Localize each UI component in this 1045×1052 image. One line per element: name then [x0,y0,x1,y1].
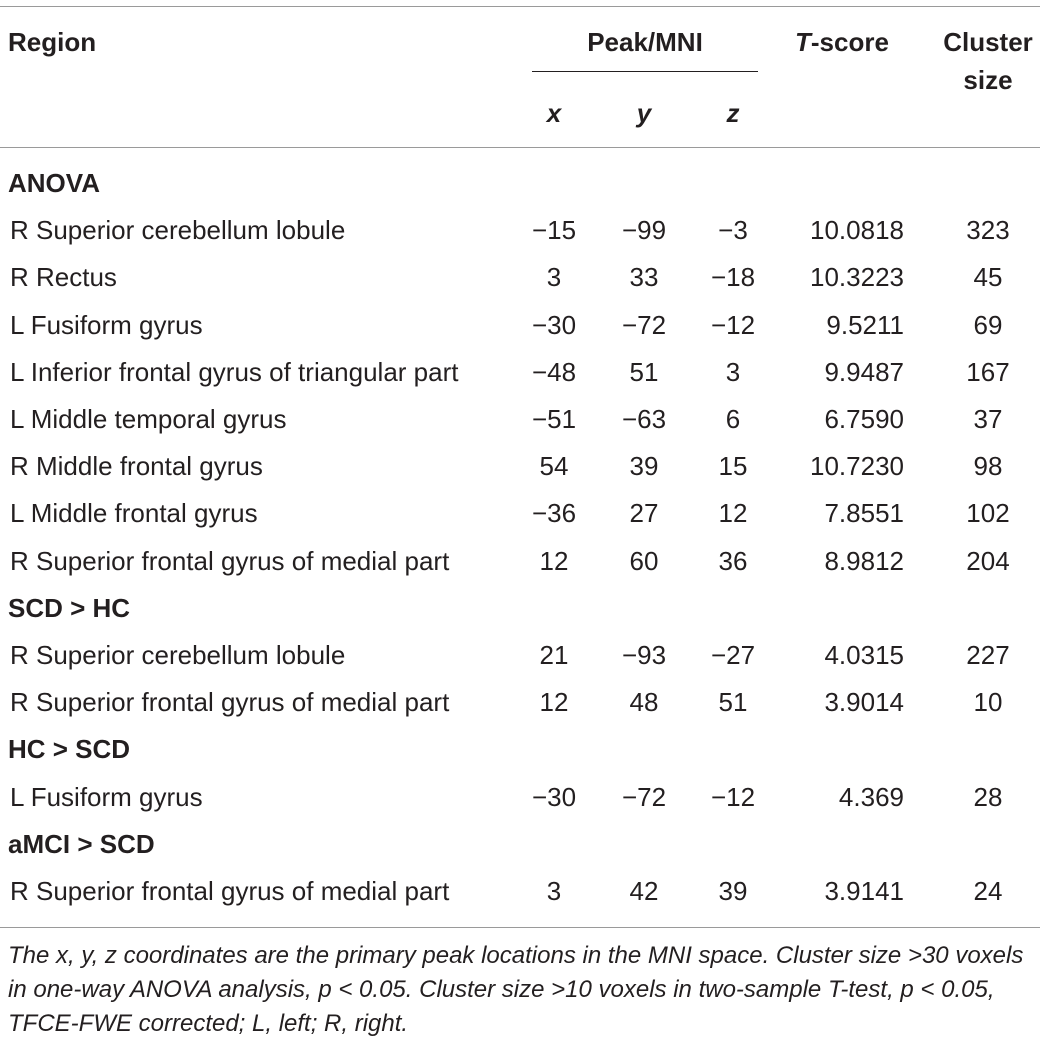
row-x-value: −30 [531,310,577,340]
row-y-value: −72 [621,310,667,340]
row-size-value: 28 [973,782,1003,812]
header-rule [0,147,1040,148]
row-t-value: 4.369 [838,782,904,812]
row-x-value: −15 [531,215,577,245]
row-t-value: 10.3223 [810,262,904,292]
row-y-value: 27 [629,498,659,528]
row-x-value: 12 [539,546,569,576]
row-y-value: 48 [629,687,659,717]
row-region: L Middle frontal gyrus [10,498,258,528]
row-x-value: −30 [531,782,577,812]
section-heading: SCD > HC [8,593,131,623]
row-region: R Superior frontal gyrus of medial part [10,876,450,906]
row-size-value: 227 [966,640,1010,670]
row-z-value: 15 [718,451,748,481]
row-size-value: 167 [966,357,1010,387]
row-region: L Fusiform gyrus [10,310,203,340]
row-y-value: −99 [621,215,667,245]
row-x-value: −51 [531,404,577,434]
row-t-value: 9.9487 [824,357,904,387]
header-t-letter: T [795,27,811,57]
header-t-score [795,27,889,57]
row-x-value: 54 [539,451,569,481]
section-heading: aMCI > SCD [8,829,155,859]
header-x: x [546,98,562,128]
row-size-value: 24 [973,876,1003,906]
row-z-value: 36 [718,546,748,576]
row-t-value: 3.9141 [824,876,904,906]
row-t-value: 7.8551 [824,498,904,528]
row-y-value: −93 [621,640,667,670]
row-size-value: 323 [966,215,1010,245]
row-z-value: −27 [710,640,756,670]
row-x-value: −48 [531,357,577,387]
row-z-value: −12 [710,782,756,812]
row-y-value: −72 [621,782,667,812]
row-x-value: 3 [546,262,562,292]
row-region: R Superior frontal gyrus of medial part [10,687,450,717]
header-z: z [726,98,740,128]
row-t-value: 10.0818 [810,215,904,245]
section-heading: ANOVA [8,168,100,198]
row-region: L Inferior frontal gyrus of triangular part [10,357,459,387]
header-size: size [963,65,1013,95]
header-y: y [636,98,652,128]
top-rule [0,6,1040,7]
row-z-value: −3 [718,215,748,245]
row-size-value: 102 [966,498,1010,528]
row-size-value: 204 [966,546,1010,576]
row-x-value: −36 [531,498,577,528]
row-size-value: 98 [973,451,1003,481]
row-y-value: −63 [621,404,667,434]
table-footnote: The x, y, z coordinates are the primary peak locations in the MNI space. Cluster size >30 voxels in one-way ANOVA analysis, p < 0.05. Cluster size >10 voxels in two-sample T-test, p < 0.05, TFCE-FWE corrected; L, left; R, right. [8,942,1024,1037]
row-y-value: 39 [629,451,659,481]
row-z-value: 39 [718,876,748,906]
row-x-value: 12 [539,687,569,717]
row-z-value: 6 [725,404,741,434]
row-y-value: 60 [629,546,659,576]
row-t-value: 9.5211 [826,310,904,340]
row-t-value: 6.7590 [824,404,904,434]
row-region: R Superior frontal gyrus of medial part [10,546,450,576]
row-size-value: 10 [973,687,1003,717]
row-t-value: 8.9812 [824,546,904,576]
header-t-suffix: -score [810,27,889,57]
header-region: Region [8,27,97,57]
row-size-value: 45 [973,262,1003,292]
row-region: L Middle temporal gyrus [10,404,287,434]
row-region: R Middle frontal gyrus [10,451,263,481]
bottom-rule [0,927,1040,928]
row-region: L Fusiform gyrus [10,782,203,812]
row-region: R Rectus [10,262,117,292]
row-size-value: 69 [973,310,1003,340]
row-y-value: 51 [629,357,659,387]
row-z-value: 3 [725,357,741,387]
row-z-value: 12 [718,498,748,528]
row-region: R Superior cerebellum lobule [10,640,346,670]
row-t-value: 3.9014 [824,687,904,717]
row-z-value: −18 [710,262,756,292]
section-heading: HC > SCD [8,734,131,764]
row-size-value: 37 [973,404,1003,434]
header-cluster: Cluster [943,27,1033,57]
row-y-value: 33 [629,262,659,292]
peak-header-underline [532,71,758,72]
row-x-value: 3 [546,876,562,906]
row-region: R Superior cerebellum lobule [10,215,346,245]
row-z-value: −12 [710,310,756,340]
row-t-value: 10.7230 [810,451,904,481]
row-y-value: 42 [629,876,659,906]
row-z-value: 51 [718,687,748,717]
row-t-value: 4.0315 [824,640,904,670]
row-x-value: 21 [539,640,569,670]
header-peak-mni: Peak/MNI [587,27,703,57]
